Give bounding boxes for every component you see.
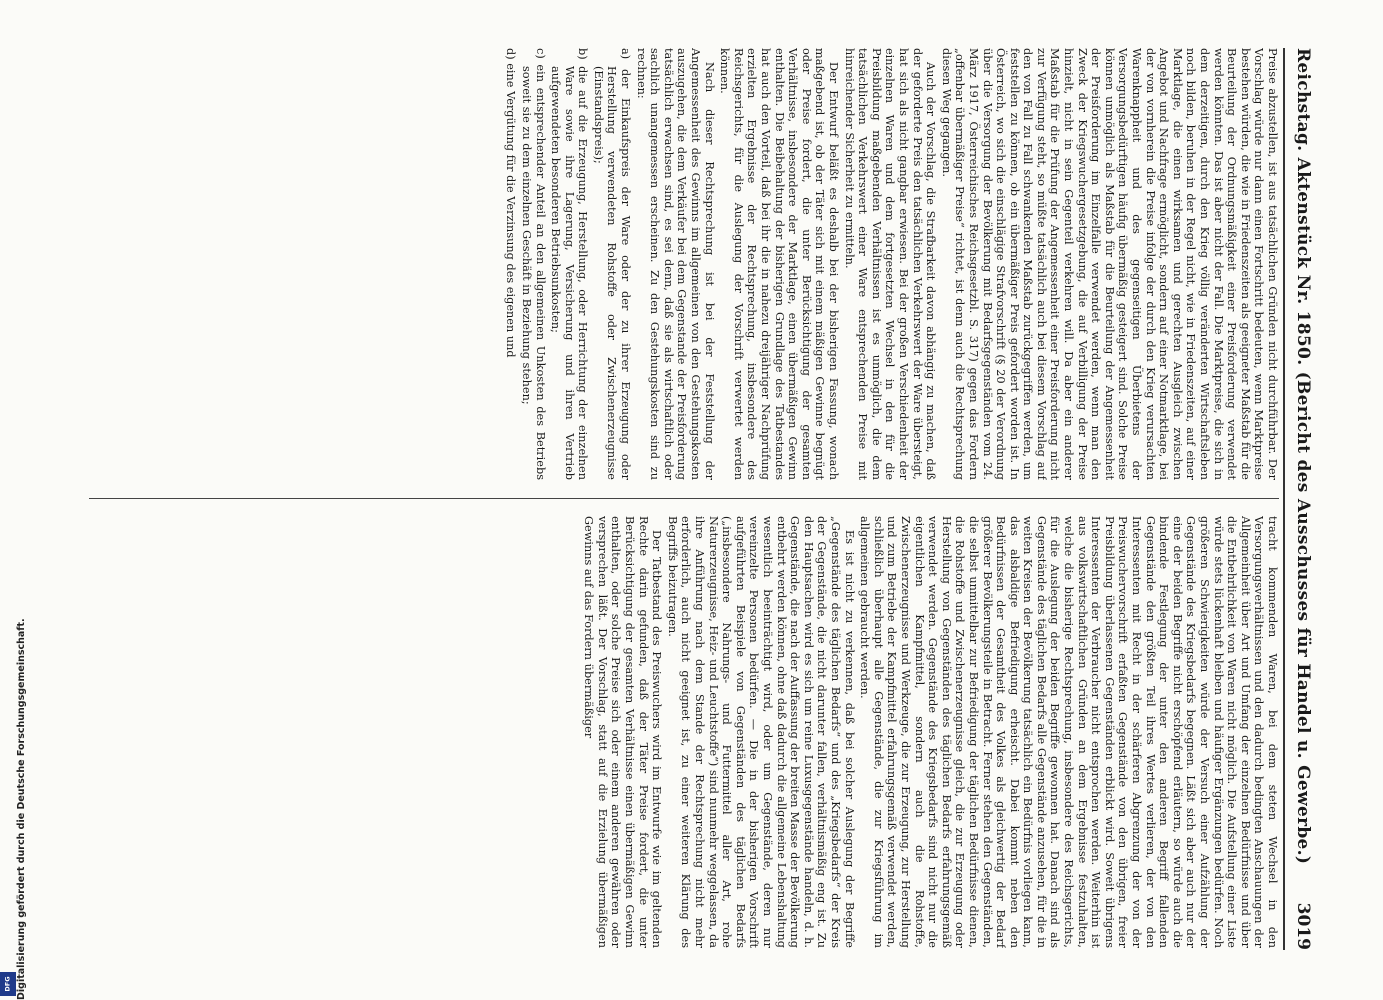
- logo-text: DFG: [3, 976, 12, 992]
- list-item: d) eine Vergütung für die Verzinsung des eigenen und: [504, 48, 518, 358]
- paragraph: Der Entwurf beläßt es deshalb bei der bisherigen Fassung, wonach maßgebend ist, ob der Täter sich mit einem mäßigen Gewinne begnügt oder Preise fordert, die unter Berücksichtigung der gesamten Verhältnisse, insbesondere der Marktlage, einen übermäßigen Gewinn enthalten. Die Beibehaltung der bisherigen Grundlage des Tatbestandes hat auch den Vorteil, daß bei ihr die in nahezu dreijähriger Nachprüfung erzielten Ergebnisse der Rechtsprechung, insbesondere des Reichsgerichts, für die Auslegung der Vorschrift verwertet werden können.: [718, 48, 840, 480]
- left-column: [89, 48, 1279, 480]
- paragraph: Es ist nicht zu verkennen, daß bei solcher Auslegung der Begriffe „Gegenstände des täglichen Bedarfs“ und des „Kriegsbedarfs“ der Kreis der Gegenstände, die nicht darunter fallen, verhältnismäßig eng ist. Zu den Hauptsachen wird es sich um reine Luxusgegenstände handeln, d. h. Gegenstände, die nach der Auffassung der breiten Masse der Bevölkerung entbehrt werden können, ohne daß dadurch die allgemeine Lebenshaltung wesentlich beeinträchtigt wird, oder um Gegenstände, deren nur vereinzelte Personen bedürfen. — Die in der bisherigen Vorschrift aufgeführten Beispiele von Gegenständen des täglichen Bedarfs („insbesondere Nahrungs- und Futtermittel aller Art, rohe Naturerzeugnisse, Heiz- und Leuchtstoffe“) sind nunmehr weggelassen, da ihre Anführung nach dem Stande der Rechtsprechung nicht mehr erforderlich, auch nicht geeignet ist, zu einer weiteren Klärung des Begriffs beizutragen.: [665, 516, 856, 948]
- paragraph: Preise abzustellen, ist aus tatsächlichen Gründen nicht durchführbar. Der Vorschlag würde nur dann einen Fortschritt bedeuten, wenn Marktpreise bestehen würden, die wie in Friedenszeiten als geeigneter Maßstab für die Beurteilung der Ordnungsmäßigkeit einer Preisforderung verwendet werden könnten. Das ist aber nicht der Fall. Die Marktpreise, die sich in dem derzeitigen, durch den Krieg völlig veränderten Wirtschaftsleben noch bilden, beruhen in der Regel nicht, wie in Friedenszeiten, auf einer Marktlage, die einen wirksamen und gerechten Ausgleich zwischen Angebot und Nachfrage ermöglicht, sondern auf einer Notmarktlage, bei der von vornherein die Preise infolge der durch den Krieg verursachten Warenknappheit und des gegenseitigen Überbietens der Versorgungsbedürftigen häufig übermäßig gesteigert sind. Solche Preise können unmöglich als Maßstab für die Beurteilung der Angemessenheit der Preisforderung im Einzelfalle verwendet werden, wenn man den Zweck der Kriegswuchergesetzgebung, die auf Verbilligung der Preise hinzielt, nicht in sein Gegenteil verkehren will. Da aber ein anderer Maßstab für die Prüfung der Angemessenheit einer Preisforderung nicht zur Verfügung steht, so müßte tatsächlich auch bei diesem Vorschlag auf den von Fall zu Fall schwankenden Maßstab zurückgegriffen werden, um feststellen zu können, ob ein übermäßiger Preis gefordert worden ist. In Österreich, wo sich die einschlägige Strafvorschrift (§ 20 der Verordnung über die Versorgung der Bevölkerung mit Bedarfsgegenständen vom 24. März 1917, Österreichisches Reichsgesetzbl. S. 317) gegen das Fordern „offenbar übermäßiger Preise“ richtet, ist denn auch die Rechtsprechung diesen Weg gegangen.: [939, 48, 1279, 480]
- paragraph: tracht kommenden Waren, bei dem steten Wechsel in den Versorgungsverhältnissen und den dadurch bedingten Anschauungen der Allgemeinheit über Art und Umfang der einzelnen Bedürfnisse und über die Entbehrlichkeit von Waren nicht möglich. Die Aufstellung einer Liste würde stets lückenhaft bleiben und häufiger Ergänzungen bedürfen. Noch größeren Schwierigkeiten würde der Versuch einer Aufzählung der Gegenstände des Kriegsbedarfs begegnen. Läßt sich aber auch nur der eine der beiden Begriffe nicht erschöpfend erläutern, so würde auch die bindende Festlegung der unter den anderen Begriff fallenden Gegenstände den größten Teil ihres Wertes verlieren, der von den Interessenten mit Recht in der schärferen Abgrenzung der von der Preiswuchervorschrift erfaßten Gegenstände von den übrigen, freier Preisbildung überlassenen Gegenständen erblickt wird. Soweit übrigens Interessenten der Verbraucher nicht entsprochen werden. Weiterhin ist aus volkswirtschaftlichen Gründen an dem Ergebnisse festzuhalten, welche die bisherige Rechtsprechung, insbesondere des Reichsgerichts, für die Auslegung der beiden Begriffe gewonnen hat. Danach sind als Gegenstände des täglichen Bedarfs alle Gegenstände anzusehen, für die in weiten Kreisen der Bevölkerung tatsächlich ein Bedürfnis vorliegen kann, das alsbaldige Befriedigung erheischt. Dabei kommt neben den Bedürfnissen der Gesamtheit des Volkes als gleichwertig der Bedarf größerer Bevölkerungsteile in Betracht. Ferner stehen den Gegenständen, die selbst unmittelbar zur Befriedigung der täglichen Bedürfnisse dienen, die Rohstoffe und Zwischenerzeugnisse gleich, die zur Erzeugung oder Herstellung von Gegenständen des täglichen Bedarfs erfahrungsgemäß verwendet werden. Gegenstände des Kriegsbedarfs sind nicht nur die eigentlichen Kampfmittel, sondern auch die Rohstoffe, Zwischenerzeugnisse und Werkzeuge, die zur Erzeugung, zur Herstellung und zum Betriebe der Kampfmittel erfahrungsgemäß verwendet werden, schließlich überhaupt alle Gegenstände, die zur Kriegsführung im allgemeinen gebraucht werden.: [858, 516, 1279, 948]
- page-number: 3019: [1293, 902, 1313, 950]
- column-divider: [89, 498, 1279, 499]
- paragraph: Auch der Vorschlag, die Strafbarkeit davon abhängig zu machen, daß der geforderte Preis den tatsächlichen Verkehrswert der Ware übersteigt, hat sich als nicht gangbar erwiesen. Bei der großen Verschiedenheit der einzelnen Waren und dem fortgesetzten Wechsel in den für die Preisbildung maßgebenden Verhältnissen ist es unmöglich, die dem tatsächlichen Verkehrswert einer Ware entsprechenden Preise mit hinreichender Sicherheit zu ermitteln.: [842, 48, 938, 480]
- header-title: Reichstag. Aktenstück Nr. 1850. (Bericht des Ausschusses für Handel u. Gewerbe.): [1293, 48, 1313, 865]
- list-item: a) der Einkaufspreis der Ware oder der zu ihrer Erzeugung oder Herstellung verwendeten Rohstoffe oder Zwischenerzeugnisse (Einstandspreis);: [591, 48, 633, 480]
- dfg-logo: [0, 972, 16, 996]
- header-rule: [1283, 48, 1285, 950]
- right-column: [89, 516, 1279, 948]
- list-item: b) die auf die Erzeugung, Herstellung, oder Herrichtung der einzelnen Ware sowie ihre Lagerung, Versicherung und ihren Vertrieb aufgewendeten besonderen Betriebsunkosten;: [549, 48, 590, 480]
- paragraph: Nach dieser Rechtsprechung ist bei der Feststellung der Angemessenheit des Gewinns im allgemeinen von den Gestehungskosten auszugehen, die dem Verkäufer bei dem Gegenstande der Preisforderung tatsächlich erwachsen sind, es sei denn, daß sie als wirtschaftlich oder sachlich unangemessen erscheinen. Zu den Gestehungskosten sind zu rechnen:: [634, 48, 716, 480]
- page-header: [1287, 48, 1319, 950]
- footer-text: Digitalisierung gefördert durch die Deutsche Forschungsgemeinschaft.: [16, 618, 27, 1000]
- paragraph: Der Tatbestand des Preiswuchers wird im Entwurfe wie im geltenden Rechte darin gefunden, daß der Täter Preise fordert, die unter Berücksichtigung der gesamten Verhältnisse einen übermäßigen Gewinn enthalten, oder solche Preise sich oder einem anderen gewähren oder versprechen läßt. Der Vorschlag, statt auf die Erzielung übermäßigen Gewinns auf das Fordern übermäßiger: [582, 516, 664, 948]
- rotated-page-content: [79, 48, 1319, 950]
- list-item: c) ein entsprechender Anteil an den allgemeinen Unkosten des Betriebs soweit sie zu dem einzelnen Geschäft in Beziehung stehen;: [519, 48, 547, 480]
- digitization-footer: [2, 598, 27, 1000]
